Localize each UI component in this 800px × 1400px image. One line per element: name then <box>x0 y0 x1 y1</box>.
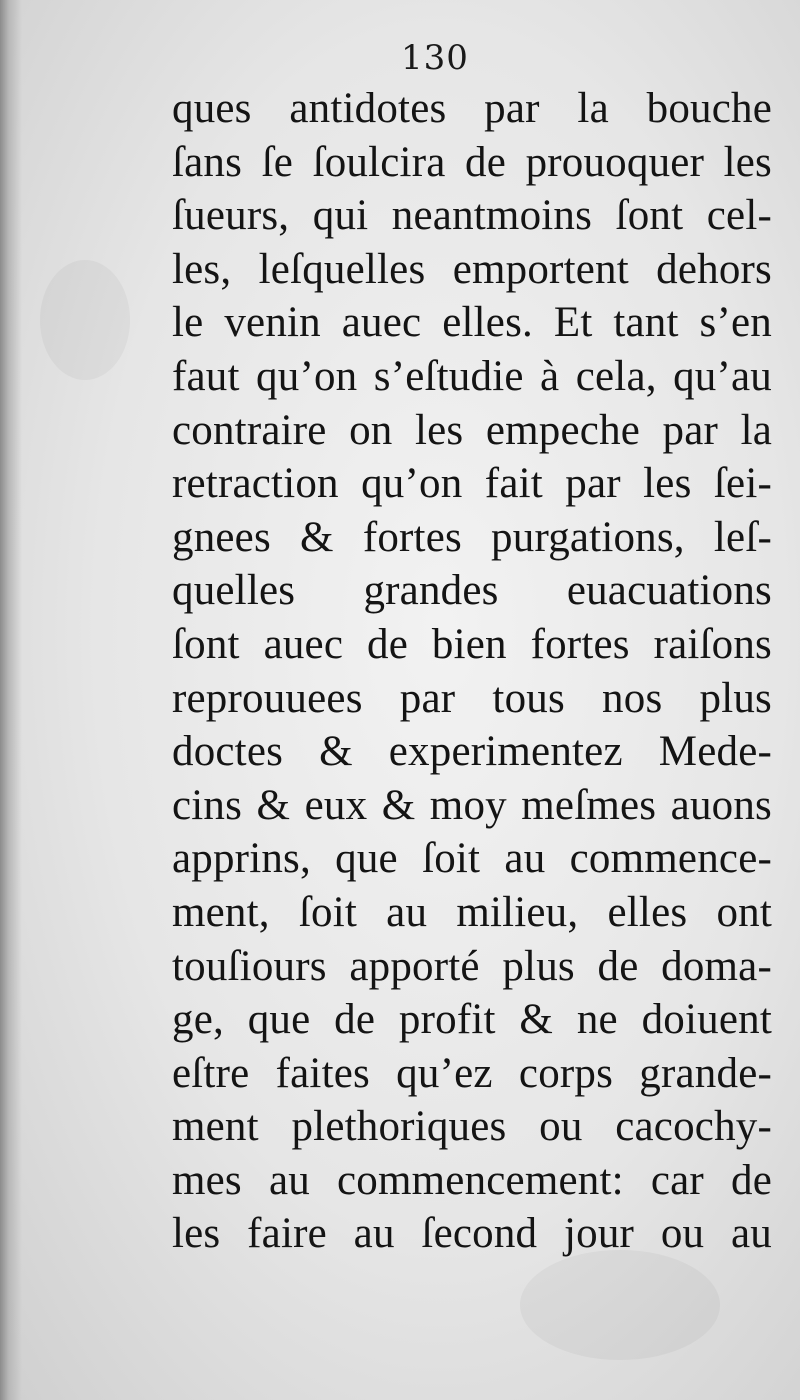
text-line: eſtre faites qu’ez corps grande- <box>172 1049 772 1097</box>
text-line: ment plethoriques ou cacochy- <box>172 1103 772 1151</box>
text-line: ment, ſoit au milieu, elles ont <box>172 888 772 936</box>
text-line: doctes & experimentez Mede- <box>172 728 772 776</box>
text-line: faut qu’on s’eſtudie à cela, qu’au <box>172 352 772 400</box>
page-number: 130 <box>401 38 469 78</box>
text-line: cins & eux & moy meſmes auons <box>172 781 772 829</box>
paper-stain <box>40 260 130 380</box>
text-line: ſans ſe ſoulcira de prouoquer les <box>172 138 772 186</box>
text-line: mes au commencement: car de <box>172 1156 772 1204</box>
text-line: apprins, que ſoit au commence- <box>172 835 772 883</box>
text-line: ſont auec de bien fortes raiſons <box>172 620 772 668</box>
text-line: quelles grandes euacuations <box>172 567 772 615</box>
binding-shadow <box>0 0 22 1400</box>
text-line: le venin auec elles. Et tant s’en <box>172 299 772 347</box>
text-line: ſueurs, qui neantmoins ſont cel- <box>172 192 772 240</box>
text-line: ge, que de profit & ne doiuent <box>172 996 772 1044</box>
text-line: ques antidotes par la bouche <box>172 85 772 132</box>
text-line: retraction qu’on fait par les ſei- <box>172 460 772 508</box>
text-line: reprouuees par tous nos plus <box>172 674 772 722</box>
text-line: les faire au ſecond jour ou au <box>172 1210 772 1258</box>
text-line: touſiours apporté plus de doma- <box>172 942 772 990</box>
text-line: les, leſquelles emportent dehors <box>172 245 772 293</box>
text-line: gnees & fortes purgations, leſ- <box>172 513 772 561</box>
paper-stain <box>520 1250 720 1360</box>
body-text <box>172 82 772 1261</box>
text-line: contraire on les empeche par la <box>172 406 772 454</box>
